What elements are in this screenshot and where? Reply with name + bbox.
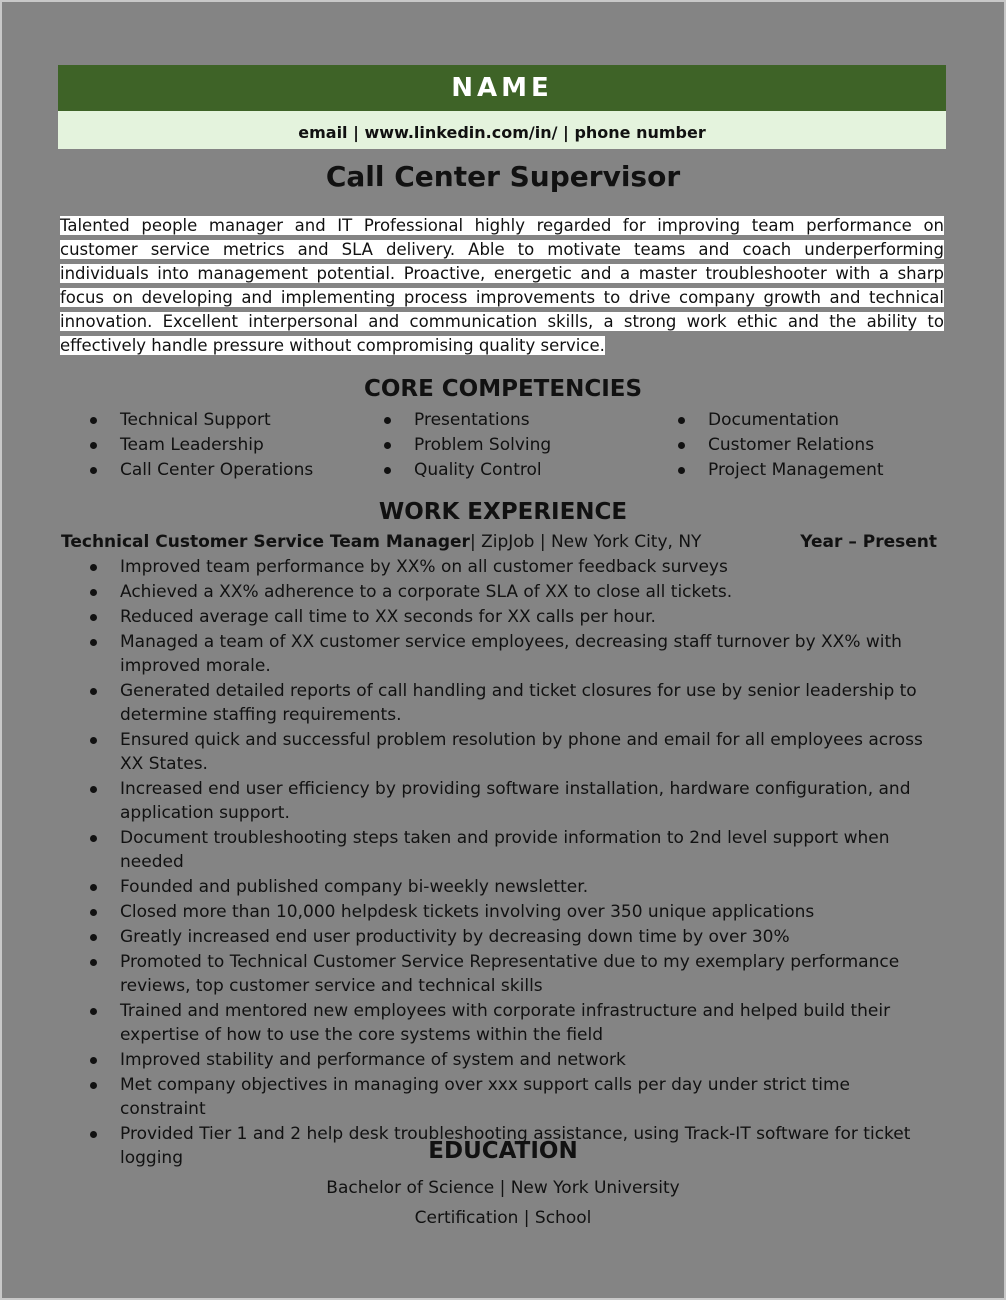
experience-bullet: Met company objectives in managing over xxx support calls per day under strict time constraint bbox=[90, 1073, 930, 1121]
competencies-list bbox=[90, 408, 960, 483]
experience-bullet: Promoted to Technical Customer Service Representative due to my exemplary performance reviews, top customer service and technical skills bbox=[90, 950, 930, 998]
experience-bullet: Ensured quick and successful problem resolution by phone and email for all employees across XX States. bbox=[90, 728, 930, 776]
competency-item: Documentation bbox=[678, 408, 960, 433]
competency-item: Call Center Operations bbox=[90, 458, 384, 483]
experience-bullet: Achieved a XX% adherence to a corporate SLA of XX to close all tickets. bbox=[90, 580, 930, 604]
job-role: Technical Customer Service Team Manager bbox=[61, 532, 470, 552]
competency-item: Presentations bbox=[384, 408, 678, 433]
experience-bullet: Improved stability and performance of system and network bbox=[90, 1048, 930, 1072]
competency-item: Project Management bbox=[678, 458, 960, 483]
experience-bullet: Reduced average call time to XX seconds for XX calls per hour. bbox=[90, 605, 930, 629]
experience-bullet: Generated detailed reports of call handling and ticket closures for use by senior leadership to determine staffing requirements. bbox=[90, 679, 930, 727]
name-heading: NAME bbox=[58, 65, 946, 111]
experience-heading: WORK EXPERIENCE bbox=[378, 499, 628, 525]
experience-bullet: Managed a team of XX customer service employees, decreasing staff turnover by XX% with improved morale. bbox=[90, 630, 930, 678]
experience-bullet: Founded and published company bi-weekly newsletter. bbox=[90, 875, 930, 899]
experience-bullet: Document troubleshooting steps taken and provide information to 2nd level support when needed bbox=[90, 826, 930, 874]
competency-item: Problem Solving bbox=[384, 433, 678, 458]
experience-bullet: Closed more than 10,000 helpdesk tickets involving over 350 unique applications bbox=[90, 900, 930, 924]
experience-bullet: Provided Tier 1 and 2 help desk troubleshooting assistance, using Track-IT software for ticket logging bbox=[90, 1122, 930, 1170]
contact-line: email | www.linkedin.com/in/ | phone number bbox=[58, 111, 946, 149]
experience-bullet: Increased end user efficiency by providing software installation, hardware configuration, and application support. bbox=[90, 777, 930, 825]
competency-item: Quality Control bbox=[384, 458, 678, 483]
education-heading: EDUCATION bbox=[428, 1138, 578, 1164]
job-header bbox=[61, 530, 937, 554]
job-company: | ZipJob | New York City, NY bbox=[469, 532, 702, 552]
experience-bullet: Greatly increased end user productivity by decreasing down time by over 30% bbox=[90, 925, 930, 949]
competency-item: Customer Relations bbox=[678, 433, 960, 458]
competency-item: Team Leadership bbox=[90, 433, 384, 458]
education-certification: Certification | School bbox=[414, 1208, 592, 1228]
experience-bullet: Improved team performance by XX% on all customer feedback surveys bbox=[90, 555, 930, 579]
job-dates: Year – Present bbox=[800, 532, 937, 552]
summary-text: Talented people manager and IT Professional highly regarded for improving team performance on customer service metrics and SLA delivery. Able to motivate teams and coach underperforming individuals into management potential. Proactive, energetic and a master troubleshooter with a sharp focus on developing and implementing process improvements to drive company growth and technical innovation. Excellent interpersonal and communication skills, a strong work ethic and the ability to effectively handle pressure without compromising quality service. bbox=[60, 216, 944, 355]
competencies-heading: CORE COMPETENCIES bbox=[363, 376, 643, 402]
summary-paragraph bbox=[60, 214, 944, 358]
education-degree: Bachelor of Science | New York University bbox=[326, 1178, 680, 1198]
experience-bullets bbox=[90, 555, 930, 1171]
experience-bullet: Trained and mentored new employees with corporate infrastructure and helped build their expertise of how to use the core systems within the field bbox=[90, 999, 930, 1047]
competency-item: Technical Support bbox=[90, 408, 384, 433]
job-title: Call Center Supervisor bbox=[325, 160, 681, 193]
